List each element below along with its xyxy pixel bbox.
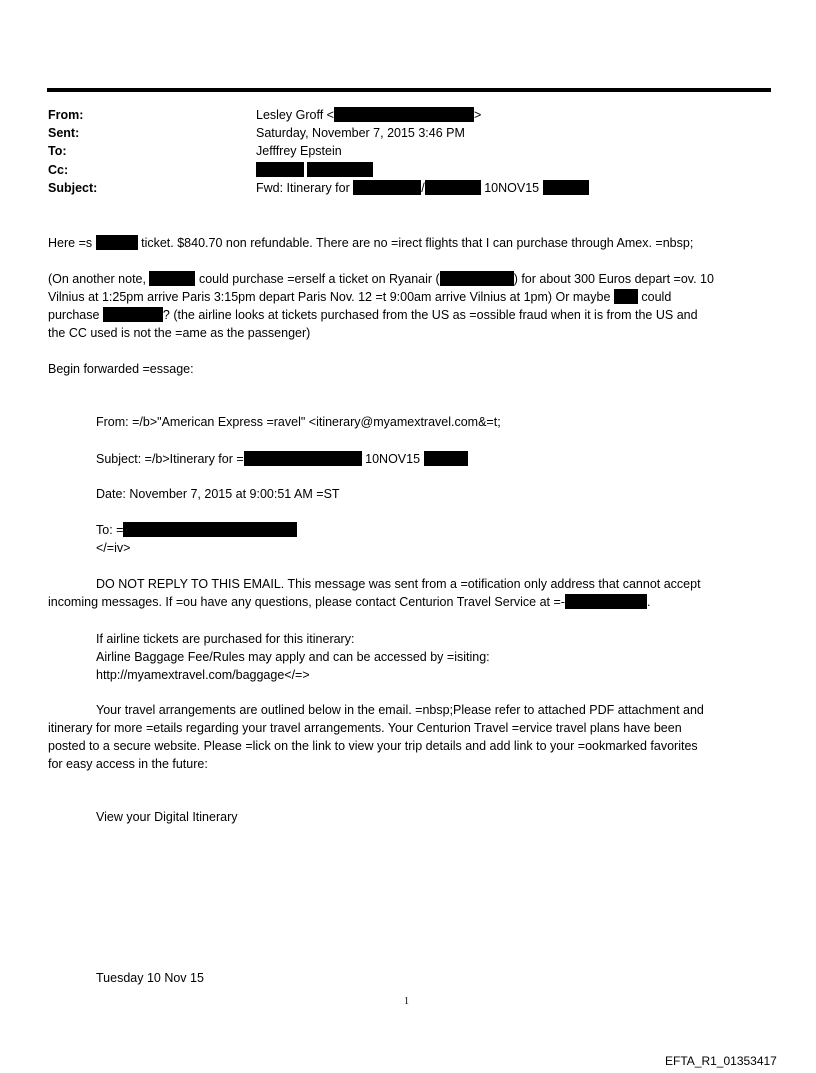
subject-label: Subject: [48, 181, 98, 195]
p2-l1-a: (On another note, [48, 272, 146, 286]
redaction-box [96, 235, 138, 250]
fwd-subject-a: Subject: =/b>Itinerary for = [96, 452, 244, 466]
redaction-box [307, 162, 373, 177]
p2-l2-b: could [641, 290, 672, 304]
from-name: Lesley Groff < [256, 108, 334, 122]
subject-date: 10NOV15 [484, 181, 540, 195]
body-paragraph-1 [48, 234, 693, 252]
subject-slash: / [421, 181, 425, 195]
notice-l2-b: . [646, 595, 651, 609]
notice-l2-a: incoming messages. If =ou have any questions, please contact Centurion Travel Service at =- [48, 595, 565, 609]
subject-prefix: Fwd: Itinerary for [256, 181, 350, 195]
sent-label: Sent: [48, 126, 80, 140]
redaction-box [123, 522, 297, 537]
redaction-box [244, 451, 362, 466]
to-label: To: [48, 144, 67, 158]
fwd-date: Date: November 7, 2015 at 9:00:51 AM =ST [96, 487, 340, 501]
redaction-box [565, 594, 647, 609]
redaction-box [334, 107, 474, 122]
airline-line-1: If airline tickets are purchased for this itinerary: [96, 632, 355, 646]
airline-line-3: http://myamextravel.com/baggage</=> [96, 668, 310, 682]
redaction-box [543, 180, 589, 195]
p2-l1-c: ) for about 300 Euros depart =ov. 10 [513, 272, 714, 286]
travel-line-1: Your travel arrangements are outlined below in the email. =nbsp;Please refer to attached PDF attachment and [96, 703, 704, 717]
from-value [256, 107, 481, 124]
sent-value: Saturday, November 7, 2015 3:46 PM [256, 126, 465, 140]
p2-l1-b: could purchase =erself a ticket on Ryanair ( [198, 272, 440, 286]
redaction-box [256, 162, 304, 177]
redaction-box [425, 180, 481, 195]
p2-l3-b: ? (the airline looks at tickets purchased from the US as =ossible fraud when it is from the US and [162, 308, 698, 322]
fwd-from: From: =/b>"American Express =ravel" <itinerary@myamextravel.com&=t; [96, 415, 501, 429]
redaction-box [614, 289, 638, 304]
body-paragraph-2-line-2 [48, 288, 671, 306]
view-itinerary-link[interactable]: View your Digital Itinerary [96, 810, 238, 824]
cc-value [256, 162, 373, 179]
redaction-box [440, 271, 514, 286]
body-paragraph-2-line-3 [48, 306, 698, 324]
subject-value [256, 180, 589, 197]
date-line: Tuesday 10 Nov 15 [96, 971, 204, 985]
from-close: > [473, 108, 482, 122]
fwd-div: </=iv> [96, 541, 131, 555]
begin-forwarded: Begin forwarded =essage: [48, 362, 194, 376]
header-rule [47, 88, 771, 92]
page-number: 1 [404, 996, 409, 1007]
redaction-box [353, 180, 421, 195]
travel-line-4: for easy access in the future: [48, 757, 208, 771]
body-paragraph-2-line-4: the CC used is not the =ame as the passenger) [48, 326, 311, 340]
notice-line-2 [48, 593, 650, 611]
fwd-to [96, 521, 297, 539]
redaction-box [424, 451, 468, 466]
cc-label: Cc: [48, 163, 69, 177]
redaction-box [149, 271, 195, 286]
p2-l2-a: Vilnius at 1:25pm arrive Paris 3:15pm depart Paris Nov. 12 =t 9:00am arrive Vilnius at 1pm) Or maybe [48, 290, 611, 304]
from-label: From: [48, 108, 84, 122]
to-value: Jefffrey Epstein [256, 144, 342, 158]
notice-line-1: DO NOT REPLY TO THIS EMAIL. This message was sent from a =otification only address that cannot accept [96, 577, 701, 591]
fwd-subject-b: 10NOV15 [365, 452, 421, 466]
travel-line-3: posted to a secure website. Please =lick on the link to view your trip details and add link to your =ookmarked favorites [48, 739, 698, 753]
travel-line-2: itinerary for more =etails regarding your travel arrangements. Your Centurion Travel =ervice travel plans have been [48, 721, 682, 735]
body-paragraph-2-line-1 [48, 270, 714, 288]
p1-end: ticket. $840.70 non refundable. There are no =irect flights that I can purchase through Amex. =nbsp; [141, 236, 694, 250]
airline-line-2: Airline Baggage Fee/Rules may apply and can be accessed by =isiting: [96, 650, 490, 664]
fwd-to-a: To: = [96, 523, 124, 537]
p1-start: Here =s [48, 236, 93, 250]
redaction-box [103, 307, 163, 322]
fwd-subject [96, 450, 468, 468]
p2-l3-a: purchase [48, 308, 100, 322]
bates-number: EFTA_R1_01353417 [665, 1054, 777, 1068]
